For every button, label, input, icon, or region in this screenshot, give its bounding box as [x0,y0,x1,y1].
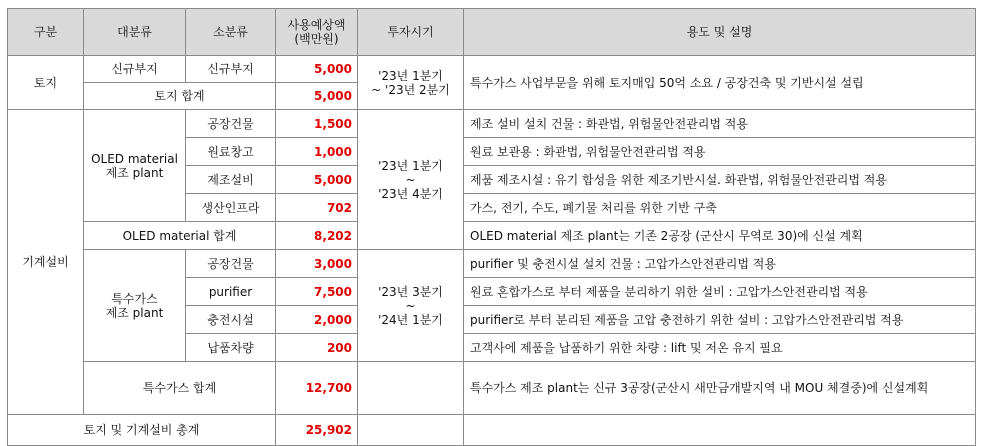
table-row [8,250,976,278]
land-amount: 5,000 [276,56,358,83]
oled-period-line1: '23년 1분기 [378,158,443,173]
table-row [8,110,976,138]
header-row [8,9,976,56]
land-period [358,56,464,110]
header-amount [276,9,358,56]
gas-total-label: 특수가스 합계 [84,362,276,415]
land-period-line1: '23년 1분기 [378,68,443,83]
oled-minor: 원료창고 [186,138,276,166]
table-row [8,56,976,83]
gas-total-purpose: 특수가스 제조 plant는 신규 3공장(군산시 새만금개발지역 내 MOU 체결중)에 신설계획 [464,362,976,415]
oled-purpose: 원료 보관용 : 화관법, 위험물안전관리법 적용 [464,138,976,166]
grand-total-amount: 25,902 [276,415,358,446]
gas-major [84,250,186,362]
gas-period-line3: '24년 1분기 [378,312,443,327]
gas-period [358,250,464,362]
land-major: 신규부지 [84,56,186,83]
gas-purpose: 고객사에 제품을 납품하기 위한 차량 : lift 및 저온 유지 필요 [464,334,976,362]
table-row [8,362,976,415]
gas-amount: 7,500 [276,278,358,306]
gas-amount: 200 [276,334,358,362]
gas-major-line1: 특수가스 [111,291,158,306]
oled-period-line3: '23년 4분기 [378,186,443,201]
oled-purpose: 가스, 전기, 수도, 폐기물 처리를 위한 기반 구축 [464,194,976,222]
gas-minor: 납품차량 [186,334,276,362]
oled-amount: 5,000 [276,166,358,194]
oled-total-purpose: OLED material 제조 plant는 기존 2공장 (군산시 무역로 30)에 신설 계획 [464,222,976,250]
gas-period-line1: '23년 3분기 [378,284,443,299]
header-major-category: 대분류 [84,9,186,56]
oled-period [358,110,464,250]
header-amount-line1: 사용예상액 [287,18,346,32]
gas-period-line2: ~ [405,298,416,313]
oled-purpose: 제조 설비 설치 건물 : 화관법, 위험물안전관리법 적용 [464,110,976,138]
gas-purpose: purifier로 부터 분리된 제품을 고압 충전하기 위한 설비 : 고압가스안전관리법 적용 [464,306,976,334]
oled-minor: 제조설비 [186,166,276,194]
gas-minor: 충전시설 [186,306,276,334]
oled-amount: 702 [276,194,358,222]
investment-plan-table [7,8,976,446]
gas-purpose: purifier 및 충전시설 설치 건물 : 고압가스안전관리법 적용 [464,250,976,278]
grand-total-period-blank [358,415,464,446]
gas-total-period-blank [358,362,464,415]
oled-total-label: OLED material 합계 [84,222,276,250]
oled-amount: 1,500 [276,110,358,138]
land-period-line2: ~ '23년 2분기 [371,82,450,97]
header-amount-line2: (백만원) [294,32,339,46]
oled-major-line1: OLED material [91,151,178,166]
oled-total-amount: 8,202 [276,222,358,250]
header-gubun: 구분 [8,9,84,56]
header-purpose: 용도 및 설명 [464,9,976,56]
gas-total-amount: 12,700 [276,362,358,415]
land-total-amount: 5,000 [276,83,358,110]
gas-amount: 2,000 [276,306,358,334]
grand-total-purpose-blank [464,415,976,446]
header-minor-category: 소분류 [186,9,276,56]
land-minor: 신규부지 [186,56,276,83]
machinery-gubun: 기계설비 [8,110,84,415]
oled-amount: 1,000 [276,138,358,166]
land-total-label: 토지 합계 [84,83,276,110]
oled-major-line2: 제조 plant [105,165,164,180]
gas-major-line2: 제조 plant [105,305,164,320]
land-gubun: 토지 [8,56,84,110]
oled-minor: 공장건물 [186,110,276,138]
gas-amount: 3,000 [276,250,358,278]
table-row [8,415,976,446]
oled-major [84,110,186,222]
oled-purpose: 제품 제조시설 : 유기 합성을 위한 제조기반시설. 화관법, 위험물안전관리법 적용 [464,166,976,194]
header-period: 투자시기 [358,9,464,56]
oled-minor: 생산인프라 [186,194,276,222]
table-row [8,222,976,250]
oled-period-line2: ~ [405,172,416,187]
gas-purpose: 원료 혼합가스로 부터 제품을 분리하기 위한 설비 : 고압가스안전관리법 적용 [464,278,976,306]
gas-minor: 공장건물 [186,250,276,278]
gas-minor: purifier [186,278,276,306]
land-purpose: 특수가스 사업부문을 위해 토지매입 50억 소요 / 공장건축 및 기반시설 설립 [464,56,976,110]
grand-total-label: 토지 및 기계설비 총계 [8,415,276,446]
